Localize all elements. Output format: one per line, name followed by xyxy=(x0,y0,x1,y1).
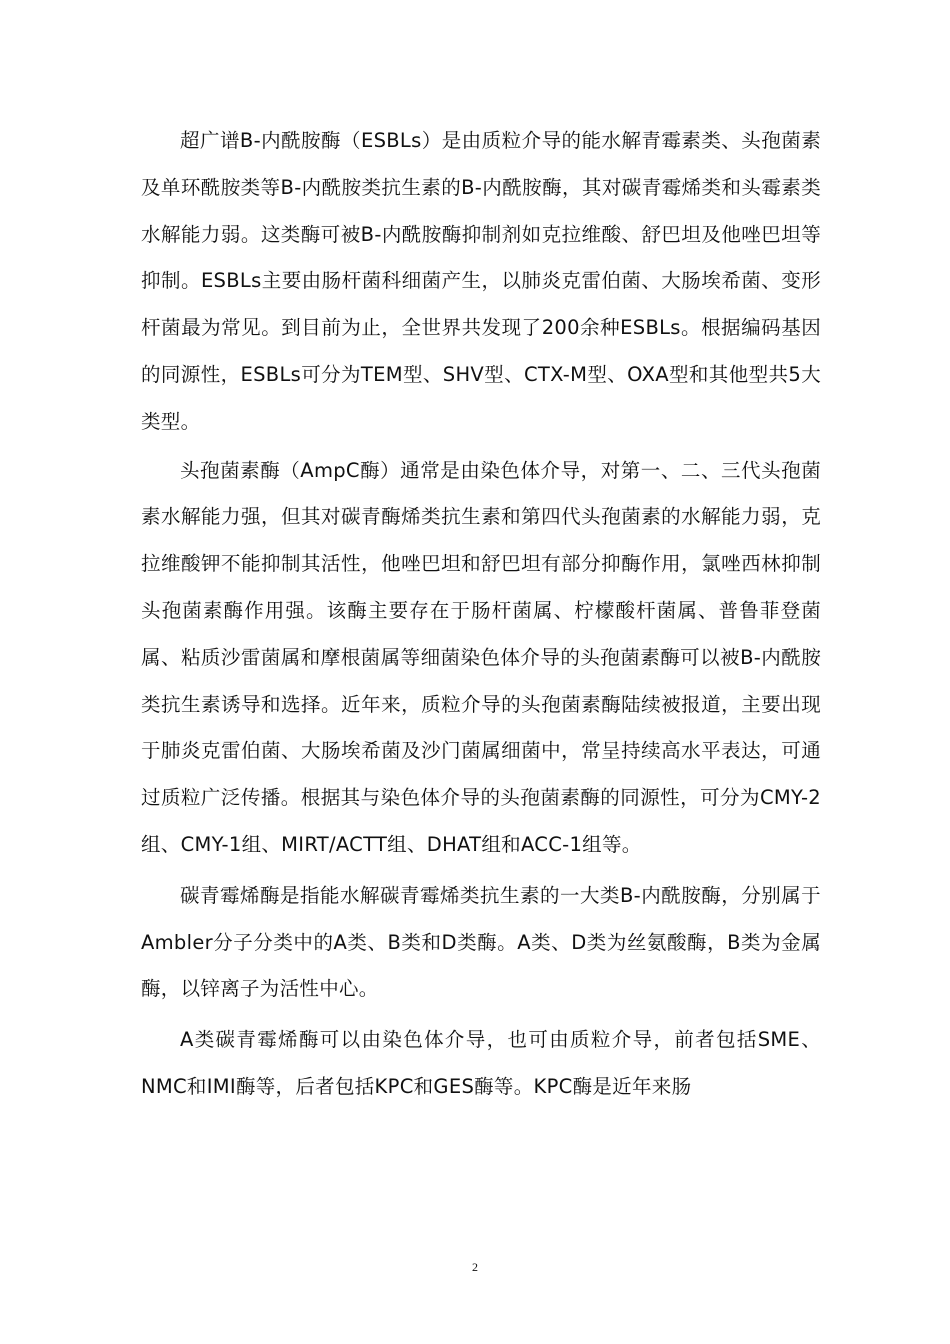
paragraph-ampc: 头孢菌素酶（AmpC酶）通常是由染色体介导，对第一、二、三代头孢菌素水解能力强，但其对碳青酶烯类抗生素和第四代头孢菌素的水解能力弱，克拉维酸钾不能抑制其活性，他唑巴坦和舒巴坦有部分抑酶作用，氯唑西林抑制头孢菌素酶作用强。该酶主要存在于肠杆菌属、柠檬酸杆菌属、普鲁菲登菌属、粘质沙雷菌属和摩根菌属等细菌染色体介导的头孢菌素酶可以被Β-内酰胺类抗生素诱导和选择。近年来，质粒介导的头孢菌素酶陆续被报道，主要出现于肺炎克雷伯菌、大肠埃希菌及沙门菌属细菌中，常呈持续高水平表达，可通过质粒广泛传播。根据其与染色体介导的头孢菌素酶的同源性，可分为CMY-2组、CMY-1组、MIRT/ACTT组、DHAT组和ACC-1组等。 xyxy=(141,458,821,856)
paragraph-esbls: 超广谱Β-内酰胺酶（ESBLs）是由质粒介导的能水解青霉素类、头孢菌素及单环酰胺类等Β-内酰胺类抗生素的Β-内酰胺酶，其对碳青霉烯类和头霉素类水解能力弱。这类酶可被Β-内酰胺酶抑制剂如克拉维酸、舒巴坦及他唑巴坦等抑制。ESBLs主要由肠杆菌科细菌产生，以肺炎克雷伯菌、大肠埃希菌、变形杆菌最为常见。到目前为止，全世界共发现了200余种ESBLs。根据编码基因的同源性，ESBLs可分为TEM型、SHV型、CTX-M型、OXA型和其他型共5大类型。 xyxy=(141,129,821,433)
page-number: 2 xyxy=(472,1260,478,1274)
paragraph-class-a-carbapenemase: A类碳青霉烯酶可以由染色体介导，也可由质粒介导，前者包括SME、NMC和IMI酶等，后者包括KPC和GES酶等。KPC酶是近年来肠 xyxy=(141,1028,821,1098)
paragraph-carbapenemase: 碳青霉烯酶是指能水解碳青霉烯类抗生素的一大类Β-内酰胺酶，分别属于Ambler分子分类中的A类、B类和D类酶。A类、D类为丝氨酸酶，B类为金属酶，以锌离子为活性中心。 xyxy=(141,883,821,1001)
document-body xyxy=(141,118,821,1111)
